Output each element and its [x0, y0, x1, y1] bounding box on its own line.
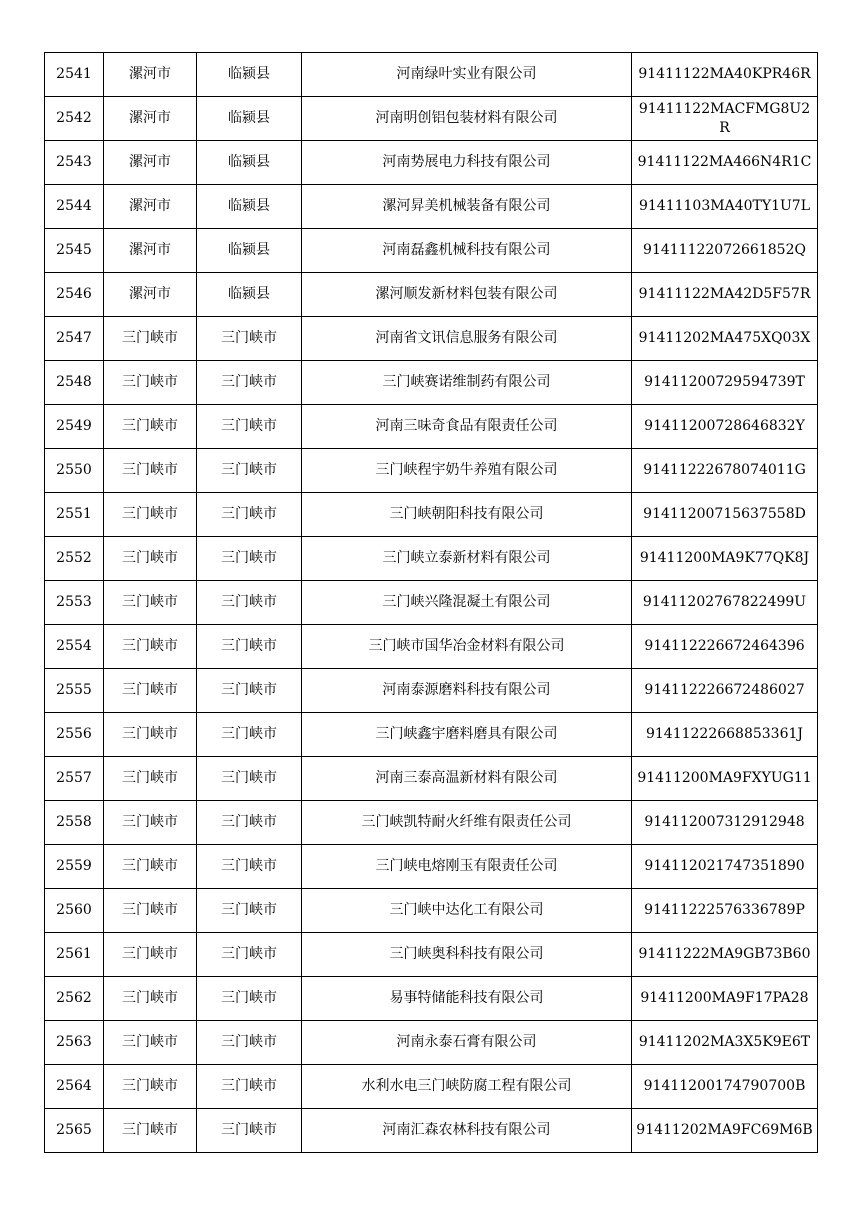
company-name-cell: 三门峡鑫宇磨料磨具有限公司 — [302, 713, 632, 757]
city-cell: 三门峡市 — [104, 449, 197, 493]
row-number-cell: 2560 — [45, 889, 104, 933]
row-number-cell: 2558 — [45, 801, 104, 845]
table-row — [45, 53, 818, 97]
company-name-cell: 三门峡奥科科技有限公司 — [302, 933, 632, 977]
table-row — [45, 933, 818, 977]
credit-code-cell: 91411122072661852Q — [632, 229, 818, 273]
credit-code-cell: 91411202MA475XQ03X — [632, 317, 818, 361]
company-name-cell: 河南省文讯信息服务有限公司 — [302, 317, 632, 361]
city-cell: 三门峡市 — [104, 581, 197, 625]
credit-code-cell: 914112021747351890 — [632, 845, 818, 889]
table-row — [45, 1109, 818, 1153]
city-cell: 三门峡市 — [104, 625, 197, 669]
county-cell: 临颍县 — [197, 229, 302, 273]
city-cell: 三门峡市 — [104, 933, 197, 977]
row-number-cell: 2553 — [45, 581, 104, 625]
county-cell: 三门峡市 — [197, 669, 302, 713]
table-row — [45, 97, 818, 141]
credit-code-cell: 91411202MA3X5K9E6T — [632, 1021, 818, 1065]
table-row — [45, 405, 818, 449]
county-cell: 三门峡市 — [197, 449, 302, 493]
city-cell: 漯河市 — [104, 273, 197, 317]
county-cell: 临颍县 — [197, 185, 302, 229]
county-cell: 三门峡市 — [197, 977, 302, 1021]
city-cell: 三门峡市 — [104, 669, 197, 713]
county-cell: 三门峡市 — [197, 493, 302, 537]
city-cell: 三门峡市 — [104, 845, 197, 889]
table-body — [45, 53, 818, 1153]
city-cell: 三门峡市 — [104, 757, 197, 801]
credit-code-cell: 91411222678074011G — [632, 449, 818, 493]
table-row — [45, 537, 818, 581]
row-number-cell: 2561 — [45, 933, 104, 977]
row-number-cell: 2551 — [45, 493, 104, 537]
table-row — [45, 801, 818, 845]
credit-code-cell: 914112226672464396 — [632, 625, 818, 669]
county-cell: 临颍县 — [197, 97, 302, 141]
company-name-cell: 三门峡电熔刚玉有限责任公司 — [302, 845, 632, 889]
row-number-cell: 2552 — [45, 537, 104, 581]
table-row — [45, 185, 818, 229]
row-number-cell: 2546 — [45, 273, 104, 317]
row-number-cell: 2547 — [45, 317, 104, 361]
city-cell: 漯河市 — [104, 141, 197, 185]
row-number-cell: 2548 — [45, 361, 104, 405]
county-cell: 临颍县 — [197, 53, 302, 97]
city-cell: 三门峡市 — [104, 405, 197, 449]
county-cell: 临颍县 — [197, 141, 302, 185]
company-name-cell: 河南明创铝包装材料有限公司 — [302, 97, 632, 141]
county-cell: 三门峡市 — [197, 1021, 302, 1065]
table-row — [45, 1021, 818, 1065]
company-name-cell: 河南永泰石膏有限公司 — [302, 1021, 632, 1065]
company-name-cell: 河南泰源磨料科技有限公司 — [302, 669, 632, 713]
credit-code-cell: 91411122MA40KPR46R — [632, 53, 818, 97]
county-cell: 三门峡市 — [197, 1109, 302, 1153]
table-row — [45, 141, 818, 185]
row-number-cell: 2563 — [45, 1021, 104, 1065]
company-name-cell: 水利水电三门峡防腐工程有限公司 — [302, 1065, 632, 1109]
credit-code-cell: 91411200MA9FXYUG11 — [632, 757, 818, 801]
table-row — [45, 845, 818, 889]
credit-code-cell: 91411200MA9K77QK8J — [632, 537, 818, 581]
row-number-cell: 2542 — [45, 97, 104, 141]
credit-code-cell: 91411200MA9F17PA28 — [632, 977, 818, 1021]
county-cell: 三门峡市 — [197, 581, 302, 625]
county-cell: 三门峡市 — [197, 933, 302, 977]
credit-code-cell: 91411122MA42D5F57R — [632, 273, 818, 317]
company-name-cell: 漯河昇美机械装备有限公司 — [302, 185, 632, 229]
credit-code-cell: 91411122MACFMG8U2R — [632, 97, 818, 141]
city-cell: 三门峡市 — [104, 317, 197, 361]
county-cell: 三门峡市 — [197, 317, 302, 361]
company-name-cell: 三门峡程宇奶牛养殖有限公司 — [302, 449, 632, 493]
credit-code-cell: 91411122MA466N4R1C — [632, 141, 818, 185]
company-name-cell: 河南磊鑫机械科技有限公司 — [302, 229, 632, 273]
city-cell: 三门峡市 — [104, 801, 197, 845]
row-number-cell: 2555 — [45, 669, 104, 713]
city-cell: 漯河市 — [104, 97, 197, 141]
table-row — [45, 713, 818, 757]
company-name-cell: 河南势展电力科技有限公司 — [302, 141, 632, 185]
table-row — [45, 1065, 818, 1109]
credit-code-cell: 91411200174790700B — [632, 1065, 818, 1109]
row-number-cell: 2550 — [45, 449, 104, 493]
city-cell: 三门峡市 — [104, 1065, 197, 1109]
row-number-cell: 2544 — [45, 185, 104, 229]
credit-code-cell: 91411200729594739T — [632, 361, 818, 405]
city-cell: 三门峡市 — [104, 493, 197, 537]
table-row — [45, 493, 818, 537]
county-cell: 三门峡市 — [197, 889, 302, 933]
credit-code-cell: 91411222576336789P — [632, 889, 818, 933]
credit-code-cell: 91411103MA40TY1U7L — [632, 185, 818, 229]
county-cell: 三门峡市 — [197, 537, 302, 581]
credit-code-cell: 91411202767822499U — [632, 581, 818, 625]
table-row — [45, 669, 818, 713]
company-name-cell: 三门峡凯特耐火纤维有限责任公司 — [302, 801, 632, 845]
company-name-cell: 三门峡朝阳科技有限公司 — [302, 493, 632, 537]
county-cell: 三门峡市 — [197, 713, 302, 757]
company-name-cell: 三门峡市国华冶金材料有限公司 — [302, 625, 632, 669]
company-name-cell: 河南绿叶实业有限公司 — [302, 53, 632, 97]
table-row — [45, 361, 818, 405]
company-name-cell: 漯河顺发新材料包装有限公司 — [302, 273, 632, 317]
city-cell: 三门峡市 — [104, 1109, 197, 1153]
county-cell: 临颍县 — [197, 273, 302, 317]
table-row — [45, 757, 818, 801]
county-cell: 三门峡市 — [197, 625, 302, 669]
city-cell: 三门峡市 — [104, 977, 197, 1021]
row-number-cell: 2559 — [45, 845, 104, 889]
row-number-cell: 2549 — [45, 405, 104, 449]
company-name-cell: 河南三泰高温新材料有限公司 — [302, 757, 632, 801]
row-number-cell: 2562 — [45, 977, 104, 1021]
city-cell: 三门峡市 — [104, 537, 197, 581]
credit-code-cell: 91411200715637558D — [632, 493, 818, 537]
company-name-cell: 三门峡中达化工有限公司 — [302, 889, 632, 933]
table-row — [45, 317, 818, 361]
county-cell: 三门峡市 — [197, 845, 302, 889]
county-cell: 三门峡市 — [197, 1065, 302, 1109]
credit-code-cell: 91411200728646832Y — [632, 405, 818, 449]
table-row — [45, 889, 818, 933]
county-cell: 三门峡市 — [197, 757, 302, 801]
credit-code-cell: 914112007312912948 — [632, 801, 818, 845]
table-row — [45, 581, 818, 625]
city-cell: 漯河市 — [104, 185, 197, 229]
table-row — [45, 273, 818, 317]
credit-code-cell: 914112226672486027 — [632, 669, 818, 713]
row-number-cell: 2545 — [45, 229, 104, 273]
county-cell: 三门峡市 — [197, 405, 302, 449]
row-number-cell: 2554 — [45, 625, 104, 669]
row-number-cell: 2541 — [45, 53, 104, 97]
table-row — [45, 625, 818, 669]
row-number-cell: 2564 — [45, 1065, 104, 1109]
city-cell: 三门峡市 — [104, 713, 197, 757]
county-cell: 三门峡市 — [197, 361, 302, 405]
company-name-cell: 河南汇森农林科技有限公司 — [302, 1109, 632, 1153]
city-cell: 三门峡市 — [104, 889, 197, 933]
table-row — [45, 449, 818, 493]
city-cell: 漯河市 — [104, 229, 197, 273]
credit-code-cell: 91411222668853361J — [632, 713, 818, 757]
company-name-cell: 三门峡立泰新材料有限公司 — [302, 537, 632, 581]
row-number-cell: 2557 — [45, 757, 104, 801]
row-number-cell: 2543 — [45, 141, 104, 185]
city-cell: 漯河市 — [104, 53, 197, 97]
company-name-cell: 易事特储能科技有限公司 — [302, 977, 632, 1021]
company-list-table — [44, 52, 818, 1153]
table-row — [45, 977, 818, 1021]
row-number-cell: 2565 — [45, 1109, 104, 1153]
table-row — [45, 229, 818, 273]
company-name-cell: 河南三味奇食品有限责任公司 — [302, 405, 632, 449]
row-number-cell: 2556 — [45, 713, 104, 757]
county-cell: 三门峡市 — [197, 801, 302, 845]
company-name-cell: 三门峡兴隆混凝土有限公司 — [302, 581, 632, 625]
city-cell: 三门峡市 — [104, 361, 197, 405]
company-name-cell: 三门峡赛诺维制药有限公司 — [302, 361, 632, 405]
credit-code-cell: 91411222MA9GB73B60 — [632, 933, 818, 977]
city-cell: 三门峡市 — [104, 1021, 197, 1065]
credit-code-cell: 91411202MA9FC69M6B — [632, 1109, 818, 1153]
